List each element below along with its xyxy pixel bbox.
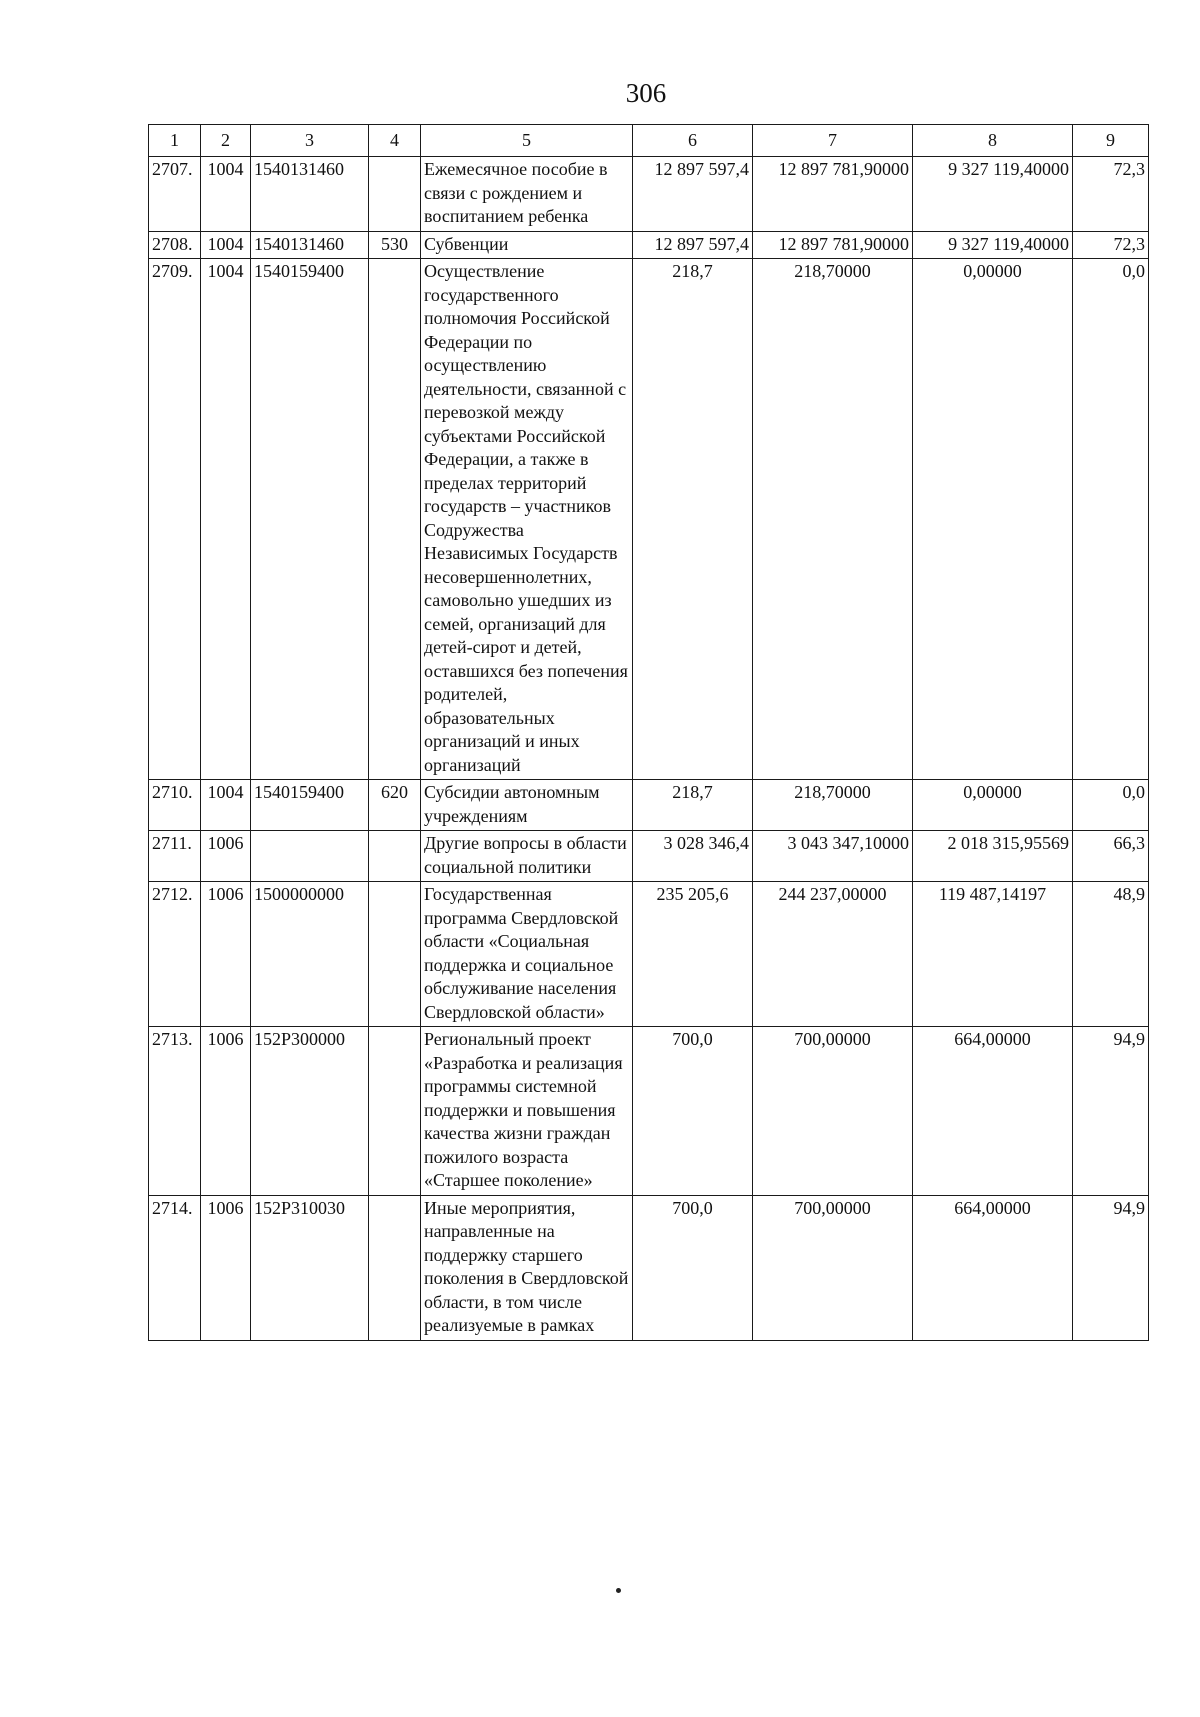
row-number: 2707. [149,157,201,232]
expense-type: 530 [369,231,421,259]
amount-col8: 664,00000 [913,1195,1073,1340]
item-name: Государственная программа Свердловской области «Социальная поддержка и социальное обслуживание населения Свердловской области» [421,882,633,1027]
expense-type [369,157,421,232]
row-number: 2714. [149,1195,201,1340]
section-code: 1004 [201,780,251,831]
table-row [149,831,1149,882]
column-header: 2 [201,125,251,157]
target-code: 152P310030 [251,1195,369,1340]
table-row [149,157,1149,232]
amount-col8: 664,00000 [913,1027,1073,1196]
amount-col7: 12 897 781,90000 [753,231,913,259]
budget-table [148,124,1149,1341]
amount-col6: 218,7 [633,259,753,780]
item-name: Осуществление государственного полномочия Российской Федерации по осуществлению деятельности, связанной с перевозкой между субъектами Российской Федерации, а также в пределах территорий государств – участников Содружества Независимых Государств несовершеннолетних, самовольно ушедших из семей, организаций для детей-сирот и детей, оставшихся без попечения родителей, образовательных организаций и иных организаций [421,259,633,780]
amount-col6: 700,0 [633,1195,753,1340]
column-header: 7 [753,125,913,157]
amount-col6: 3 028 346,4 [633,831,753,882]
section-code: 1006 [201,1027,251,1196]
percent-col9: 94,9 [1073,1027,1149,1196]
table-row [149,231,1149,259]
expense-type: 620 [369,780,421,831]
table-row [149,780,1149,831]
column-header: 6 [633,125,753,157]
amount-col6: 700,0 [633,1027,753,1196]
percent-col9: 94,9 [1073,1195,1149,1340]
table-row [149,882,1149,1027]
row-number: 2712. [149,882,201,1027]
amount-col7: 218,70000 [753,259,913,780]
row-number: 2710. [149,780,201,831]
target-code: 1500000000 [251,882,369,1027]
page-number: 306 [625,78,667,108]
amount-col8: 2 018 315,95569 [913,831,1073,882]
item-name: Другие вопросы в области социальной политики [421,831,633,882]
item-name: Иные мероприятия, направленные на поддержку старшего поколения в Свердловской области, в том числе реализуемые в рамках [421,1195,633,1340]
section-code: 1006 [201,882,251,1027]
percent-col9: 66,3 [1073,831,1149,882]
table-header-row [149,125,1149,157]
section-code: 1004 [201,259,251,780]
item-name: Субсидии автономным учреждениям [421,780,633,831]
table-row [149,1027,1149,1196]
target-code: 152P300000 [251,1027,369,1196]
expense-type [369,882,421,1027]
scan-dot-mark [616,1588,621,1593]
amount-col7: 700,00000 [753,1195,913,1340]
percent-col9: 0,0 [1073,259,1149,780]
amount-col8: 9 327 119,40000 [913,231,1073,259]
amount-col8: 119 487,14197 [913,882,1073,1027]
section-code: 1006 [201,831,251,882]
target-code: 1540159400 [251,780,369,831]
section-code: 1004 [201,231,251,259]
amount-col7: 12 897 781,90000 [753,157,913,232]
row-number: 2711. [149,831,201,882]
percent-col9: 72,3 [1073,231,1149,259]
target-code: 1540131460 [251,157,369,232]
section-code: 1004 [201,157,251,232]
column-header: 4 [369,125,421,157]
item-name: Ежемесячное пособие в связи с рождением и воспитанием ребенка [421,157,633,232]
column-header: 1 [149,125,201,157]
amount-col6: 235 205,6 [633,882,753,1027]
amount-col8: 9 327 119,40000 [913,157,1073,232]
amount-col8: 0,00000 [913,259,1073,780]
amount-col7: 3 043 347,10000 [753,831,913,882]
target-code: 1540159400 [251,259,369,780]
percent-col9: 72,3 [1073,157,1149,232]
column-header: 5 [421,125,633,157]
expense-type [369,831,421,882]
row-number: 2713. [149,1027,201,1196]
expense-type [369,1195,421,1340]
row-number: 2708. [149,231,201,259]
target-code: 1540131460 [251,231,369,259]
amount-col7: 700,00000 [753,1027,913,1196]
target-code [251,831,369,882]
expense-type [369,1027,421,1196]
percent-col9: 48,9 [1073,882,1149,1027]
row-number: 2709. [149,259,201,780]
amount-col7: 244 237,00000 [753,882,913,1027]
item-name: Региональный проект «Разработка и реализация программы системной поддержки и повышения качества жизни граждан пожилого возраста «Старшее поколение» [421,1027,633,1196]
amount-col6: 218,7 [633,780,753,831]
expense-type [369,259,421,780]
item-name: Субвенции [421,231,633,259]
column-header: 8 [913,125,1073,157]
column-header: 3 [251,125,369,157]
table-row [149,1195,1149,1340]
column-header: 9 [1073,125,1149,157]
percent-col9: 0,0 [1073,780,1149,831]
table-row [149,259,1149,780]
amount-col7: 218,70000 [753,780,913,831]
section-code: 1006 [201,1195,251,1340]
amount-col8: 0,00000 [913,780,1073,831]
amount-col6: 12 897 597,4 [633,231,753,259]
amount-col6: 12 897 597,4 [633,157,753,232]
